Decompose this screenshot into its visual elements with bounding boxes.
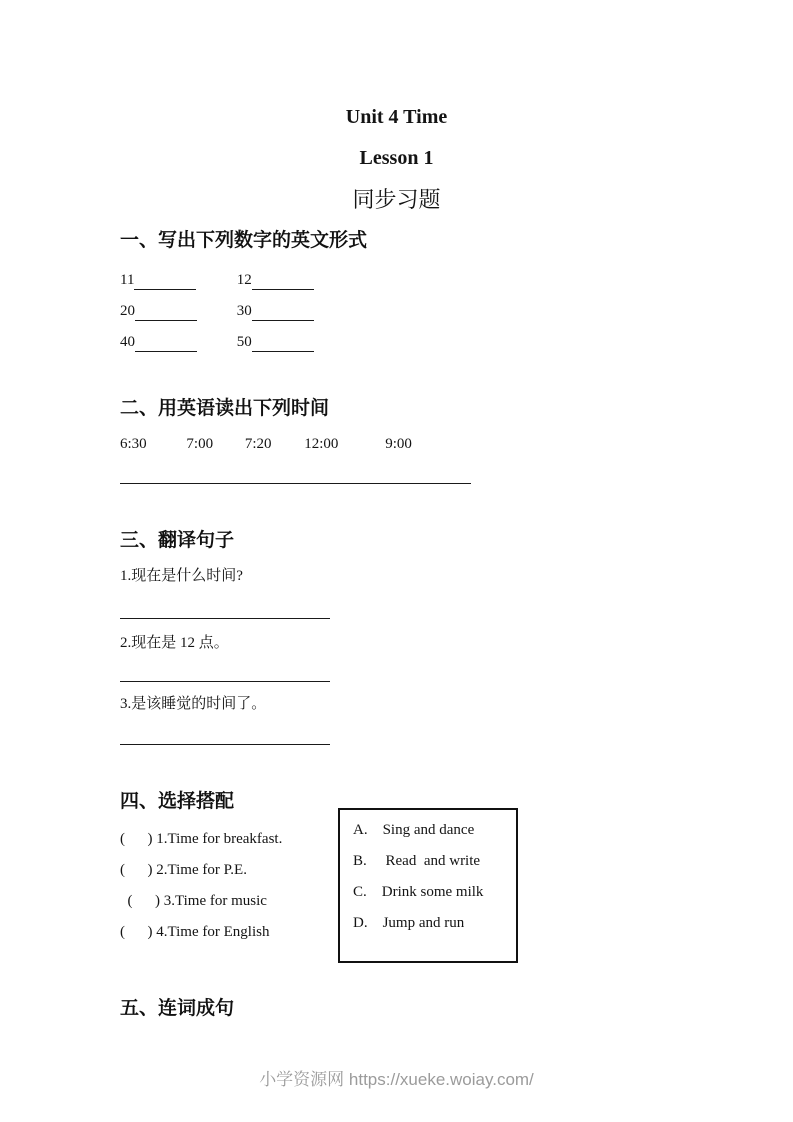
option-item: C. Drink some milk bbox=[353, 884, 484, 900]
section-1-heading: 一、写出下列数字的英文形式 bbox=[120, 230, 368, 251]
number-label: 50 bbox=[236, 334, 252, 350]
lesson-title: Lesson 1 bbox=[359, 147, 434, 169]
number-cell bbox=[120, 270, 233, 290]
numbers-row bbox=[120, 332, 673, 363]
answer-line bbox=[120, 483, 471, 484]
unit-title: Unit 4 Time bbox=[345, 106, 448, 128]
answer-line bbox=[120, 681, 330, 682]
option-item: D. Jump and run bbox=[353, 915, 465, 931]
time-value: 6:30 bbox=[120, 436, 147, 452]
number-cell bbox=[237, 301, 350, 321]
option-item: A. Sing and dance bbox=[353, 822, 475, 838]
time-value: 7:00 bbox=[186, 436, 214, 452]
answer-blank bbox=[252, 319, 314, 321]
translation-item: 2.现在是 12 点。 bbox=[120, 635, 229, 651]
time-value: 12:00 bbox=[304, 436, 339, 452]
numbers-row bbox=[120, 301, 673, 332]
translation-item: 3.是该睡觉的时间了。 bbox=[120, 696, 267, 712]
number-label: 11 bbox=[120, 272, 135, 288]
section-5-heading: 五、连词成句 bbox=[120, 998, 235, 1019]
section-2-heading: 二、用英语读出下列时间 bbox=[120, 398, 330, 419]
section-4-heading: 四、选择搭配 bbox=[120, 791, 235, 812]
number-label: 30 bbox=[236, 303, 252, 319]
option-item: B. Read and write bbox=[353, 853, 481, 869]
number-cell bbox=[237, 332, 350, 352]
matching-question: ( ) 1.Time for breakfast. bbox=[120, 831, 283, 847]
times-row bbox=[120, 429, 673, 459]
matching-question: ( ) 4.Time for English bbox=[120, 924, 270, 940]
number-cell bbox=[120, 332, 233, 352]
matching-question: ( ) 3.Time for music bbox=[120, 893, 267, 909]
time-value: 9:00 bbox=[385, 436, 412, 452]
exercise-title: 同步习题 bbox=[352, 187, 441, 212]
matching-question: ( ) 2.Time for P.E. bbox=[120, 862, 247, 878]
answer-line bbox=[120, 618, 330, 619]
options-box bbox=[338, 808, 518, 963]
time-value: 7:20 bbox=[244, 436, 272, 452]
section-3-heading: 三、翻译句子 bbox=[120, 530, 235, 551]
answer-blank bbox=[135, 350, 197, 352]
number-cell bbox=[120, 301, 233, 321]
answer-blank bbox=[252, 288, 314, 290]
number-cell bbox=[237, 270, 350, 290]
answer-blank bbox=[134, 288, 196, 290]
number-label: 40 bbox=[120, 334, 135, 350]
number-label: 20 bbox=[120, 303, 135, 319]
matching-section bbox=[120, 822, 673, 963]
number-label: 12 bbox=[236, 272, 252, 288]
numbers-grid bbox=[120, 270, 673, 363]
answer-line bbox=[120, 744, 330, 745]
footer-watermark: 小学资源网 https://xueke.woiay.com/ bbox=[259, 1070, 534, 1089]
translation-item: 1.现在是什么时间? bbox=[120, 568, 243, 584]
answer-blank bbox=[252, 350, 314, 352]
numbers-row bbox=[120, 270, 673, 301]
answer-blank bbox=[135, 319, 197, 321]
